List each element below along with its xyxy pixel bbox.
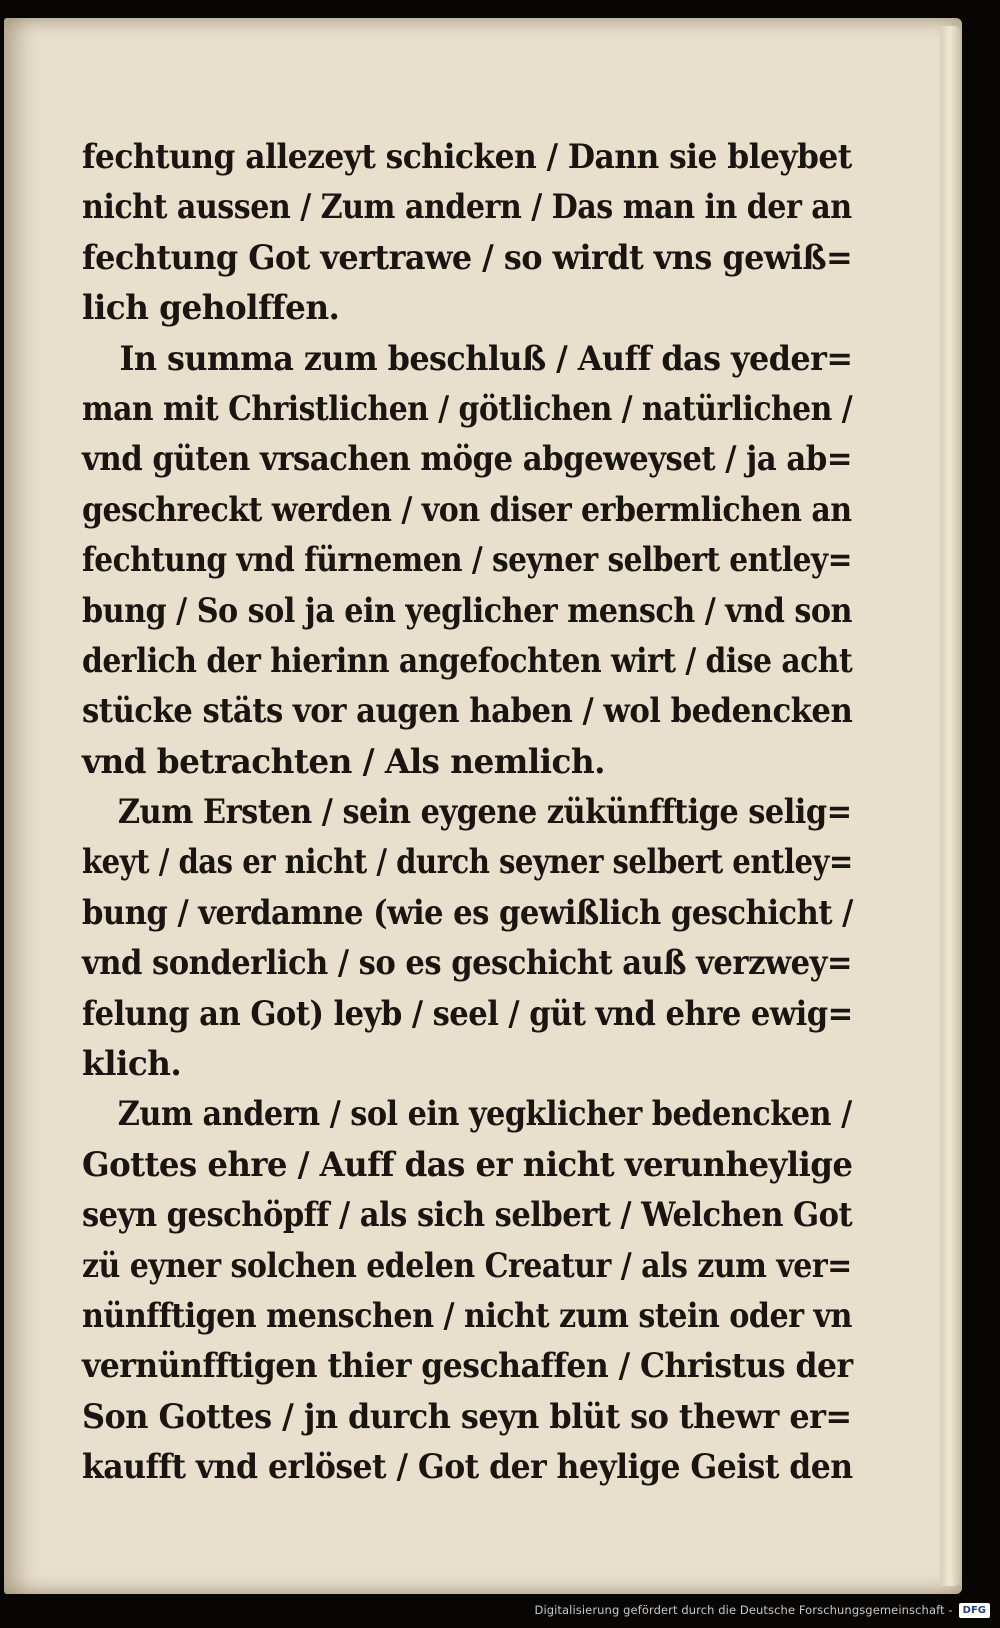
dfg-logo: DFG	[959, 1603, 990, 1618]
text-line: man mit Christlichen / götlichen / natürlichen /	[82, 388, 853, 429]
text-line: vnd sonderlich / so es geschicht auß verzwey=	[82, 943, 852, 984]
text-line: kaufft vnd erlöset / Got der heylige Geist den	[82, 1447, 853, 1488]
text-line: seyn geschöpff / als sich selbert / Welchen Got	[82, 1195, 853, 1236]
text-line: Zum Ersten / sein eygene zükünfftige selig=	[117, 792, 852, 833]
text-line: keyt / das er nicht / durch seyner selbert entley=	[82, 842, 853, 883]
text-line: fechtung Got vertrawe / so wirdt vns gewiß=	[82, 237, 853, 278]
footer-credit-text: Digitalisierung gefördert durch die Deutsche Forschungsgemeinschaft -	[534, 1603, 953, 1617]
text-line: bung / verdamne (wie es gewißlich geschicht /	[82, 892, 853, 933]
text-line: In summa zum beschluß / Auff das yeder=	[119, 338, 853, 379]
text-line: vernünfftigen thier geschaffen / Christus der	[82, 1346, 853, 1387]
text-line: fechtung allezeyt schicken / Dann sie bleybet	[82, 137, 852, 177]
text-line: nicht aussen / Zum andern / Das man in der an	[82, 187, 852, 228]
text-line: fechtung vnd fürnemen / seyner selbert entley=	[82, 540, 852, 581]
body-text	[82, 132, 882, 1493]
text-line: felung an Got) leyb / seel / güt vnd ehre ewig=	[82, 993, 853, 1034]
text-line: stücke stäts vor augen haben / wol bedencken	[82, 691, 853, 732]
page-edge	[940, 26, 960, 1586]
text-line: Zum andern / sol ein yegklicher bedencken /	[117, 1094, 852, 1135]
text-line: geschreckt werden / von diser erbermlichen an	[82, 489, 852, 530]
text-line: klich.	[82, 1044, 182, 1085]
text-line: Son Gottes / jn durch seyn blüt so thewr er=	[82, 1396, 852, 1437]
text-line: Gottes ehre / Auff das er nicht verunheylige	[82, 1144, 853, 1185]
text-line: vnd güten vrsachen möge abgeweyset / ja ab=	[82, 439, 853, 480]
text-line: derlich der hierinn angefochten wirt / dise acht	[82, 640, 853, 681]
text-line: nünfftigen menschen / nicht zum stein oder vn	[82, 1295, 852, 1336]
text-line: lich geholffen.	[82, 288, 340, 329]
footer-credit	[534, 1598, 990, 1622]
text-line: bung / So sol ja ein yeglicher mensch / vnd son	[82, 590, 853, 631]
text-line: vnd betrachten / Als nemlich.	[82, 741, 605, 782]
text-line: zü eyner solchen edelen Creatur / als zum ver=	[82, 1245, 852, 1286]
